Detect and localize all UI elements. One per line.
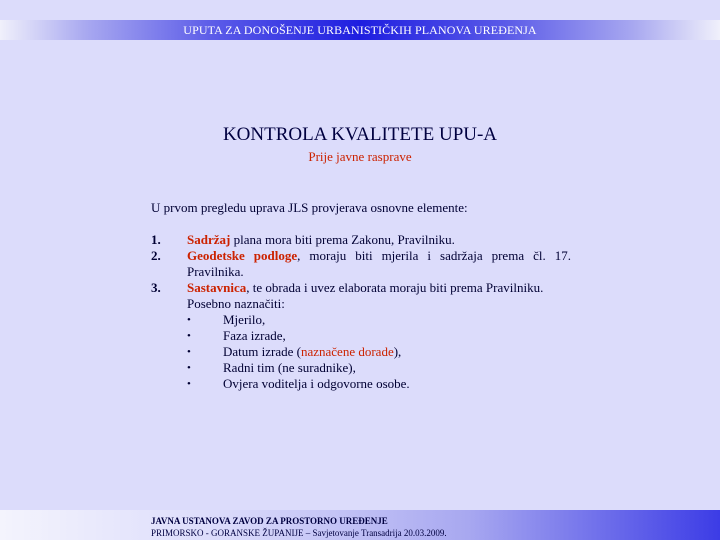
sub-bullet-list xyxy=(151,312,571,392)
sub-bullet-text: Ovjera voditelja i odgovorne osobe. xyxy=(223,376,410,391)
sub-bullet-highlight: naznačene dorade xyxy=(300,344,394,359)
list-item-2 xyxy=(151,248,571,280)
footer-institution: JAVNA USTANOVA ZAVOD ZA PROSTORNO UREĐENJE xyxy=(151,516,388,526)
list-item-3 xyxy=(151,280,571,312)
list-item-text: , moraju biti mjerila i sadržaja prema čl. 17. Pravilnika. xyxy=(187,248,571,279)
bullet-icon: • xyxy=(187,346,191,358)
intro-text: U prvom pregledu uprava JLS provjerava osnovne elemente: xyxy=(151,200,468,215)
list-item-highlight: Geodetske podloge xyxy=(187,248,298,263)
checklist xyxy=(151,232,571,392)
list-item-highlight: Sastavnica xyxy=(187,280,247,295)
sub-bullet-text: Radni tim (ne suradnike), xyxy=(223,360,356,375)
page-subtitle: Prije javne rasprave xyxy=(308,149,412,164)
header-title: UPUTA ZA DONOŠENJE URBANISTIČKIH PLANOVA UREĐENJA xyxy=(183,23,537,37)
list-item-text: plana mora biti prema Zakonu, Pravilniku. xyxy=(230,232,455,247)
sub-bullet-item xyxy=(151,328,571,344)
bullet-icon: • xyxy=(187,378,191,390)
list-number: 3. xyxy=(151,280,161,295)
sub-bullet-item xyxy=(151,376,571,392)
list-item-1 xyxy=(151,232,571,248)
sub-bullet-text: Mjerilo, xyxy=(223,312,266,327)
footer-event: PRIMORSKO - GORANSKE ŽUPANIJE – Savjetovanje Transadrija 20.03.2009. xyxy=(151,528,447,538)
sub-bullet-item xyxy=(151,344,571,360)
bullet-icon: • xyxy=(187,314,191,326)
list-number: 1. xyxy=(151,232,161,247)
sub-bullet-text: Datum izrade ( xyxy=(223,344,301,359)
sub-bullet-text: ), xyxy=(393,344,402,359)
list-number: 2. xyxy=(151,248,161,263)
sub-bullet-text: Faza izrade, xyxy=(223,328,286,343)
page-title: KONTROLA KVALITETE UPU-A xyxy=(222,124,498,145)
bullet-icon: • xyxy=(187,362,191,374)
sub-bullet-item xyxy=(151,312,571,328)
list-item-highlight: Sadržaj xyxy=(187,232,231,247)
list-item-note: Posebno naznačiti: xyxy=(187,296,285,311)
list-item-text: , te obrada i uvez elaborata moraju biti prema Pravilniku. xyxy=(246,280,544,295)
sub-bullet-item xyxy=(151,360,571,376)
bullet-icon: • xyxy=(187,330,191,342)
